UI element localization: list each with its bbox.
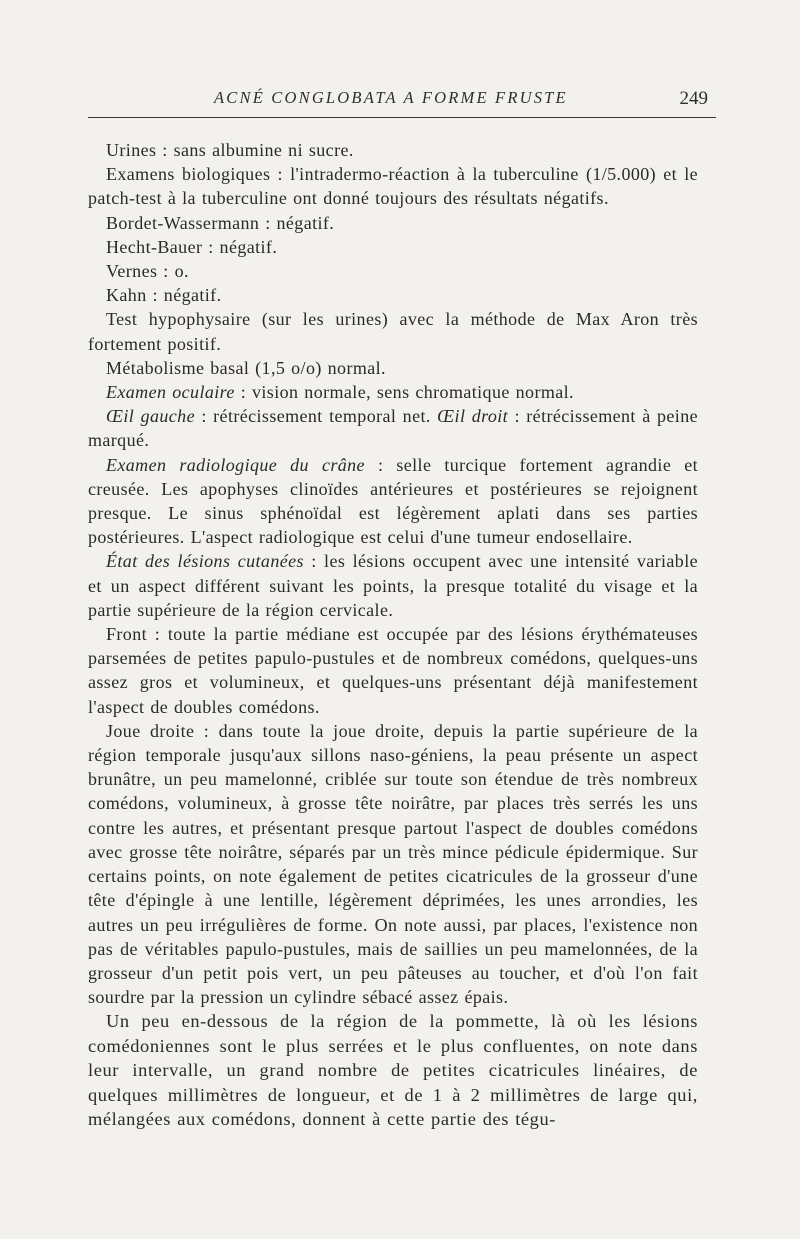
running-title: ACNÉ CONGLOBATA A FORME FRUSTE — [214, 88, 568, 107]
paragraph-etat-lesions — [88, 549, 698, 622]
etat-lesions-label: État des lésions cutanées — [106, 551, 304, 572]
paragraph-oeil — [88, 404, 698, 452]
paragraph-examen-oculaire — [88, 380, 698, 404]
oeil-droit-label: Œil droit — [437, 406, 509, 427]
paragraph-joue-droite: Joue droite : dans toute la joue droite, depuis la partie supérieure de la région temporale jusqu'aux sillons naso-géniens, la peau présente un aspect brunâtre, un peu mamelonné, criblée sur toute son étendue de très nombreux comédons, volumineux, à grosse tête noirâtre, par places très serrés les uns contre les autres, et présentant presque partout l'aspect de doubles comédons avec grosse tête noirâtre, séparés par un très mince pédicule épidermique. Sur certains points, on note également de petites cicatricules de la grosseur d'une tête d'épingle à une lentille, légèrement déprimées, les unes arrondies, les autres un peu irrégulières de forme. On note aussi, par places, l'existence non pas de véritables papulo-pustules, mais de saillies un peu mamelonnées, de la grosseur d'un petit pois vert, un peu pâteuses au toucher, et d'où l'on fait sourdre par la pression un cylindre sébacé assez épais. — [88, 720, 698, 1008]
paragraph-front: Front : toute la partie médiane est occupée par des lésions érythémateuses parsemées de petites papulo-pustules et de nombreux comédons, quelques-uns assez gros et volumineux, et quelques-uns présentant déjà manifestement l'aspect de doubles comédons. — [88, 624, 698, 717]
paragraph-urines: Urines : sans albumine ni sucre. — [106, 140, 354, 160]
oeil-droit-text: : rétrécissement à peine marqué. — [88, 406, 698, 451]
header-rule — [88, 117, 716, 118]
paragraph-pommette: Un peu en-dessous de la région de la pommette, là où les lésions comédoniennes sont le plus serrées et le plus confluentes, on note dans leur intervalle, un grand nombre de petites cicatricules linéaires, de quelques millimètres de longueur, et de 1 à 2 millimètres de large qui, mélangées aux comédons, donnent à cette partie des tégu- — [88, 1011, 698, 1130]
etat-lesions-text: : les lésions occupent avec une intensité variable et un aspect différent suivant les points, la presque totalité du visage et la partie supérieure de la région cervicale. — [88, 551, 698, 620]
paragraph-metabolisme-basal: Métabolisme basal (1,5 o/o) normal. — [106, 357, 386, 378]
oeil-gauche-label: Œil gauche — [106, 406, 195, 427]
paragraph-test-hypophysaire: Test hypophysaire (sur les urines) avec la méthode de Max Aron très fortement positif. — [88, 309, 698, 354]
examen-oculaire-text: : vision normale, sens chromatique normal. — [234, 382, 574, 403]
page-header — [88, 88, 716, 122]
paragraph-examen-radiologique — [88, 453, 698, 550]
paragraph-hecht-bauer: Hecht-Bauer : négatif. — [106, 236, 278, 257]
body-text — [88, 138, 698, 1132]
page-number: 249 — [679, 88, 708, 109]
paragraph-kahn: Kahn : négatif. — [106, 285, 222, 306]
oeil-gauche-text: : rétrécissement temporal net. — [194, 406, 438, 427]
paragraph-bordet-wassermann: Bordet-Wassermann : négatif. — [106, 212, 335, 233]
examen-oculaire-label: Examen oculaire — [106, 382, 235, 403]
examen-radiologique-label: Examen radiologique du crâne — [106, 454, 365, 475]
paragraph-examens-biologiques: Examens biologiques : l'intradermo-réaction à la tuberculine (1/5.000) et le patch-test à la tuberculine ont donné toujours des résultats négatifs. — [88, 164, 698, 209]
examen-radiologique-text: : selle turcique fortement agrandie et creusée. Les apophyses clinoïdes antérieures et postérieures se rejoignent presque. Le sinus sphénoïdal est légèrement aplati dans ses parties postérieures. L'aspect radiologique est celui d'une tumeur endosellaire. — [88, 454, 699, 548]
paragraph-vernes: Vernes : o. — [106, 261, 189, 282]
